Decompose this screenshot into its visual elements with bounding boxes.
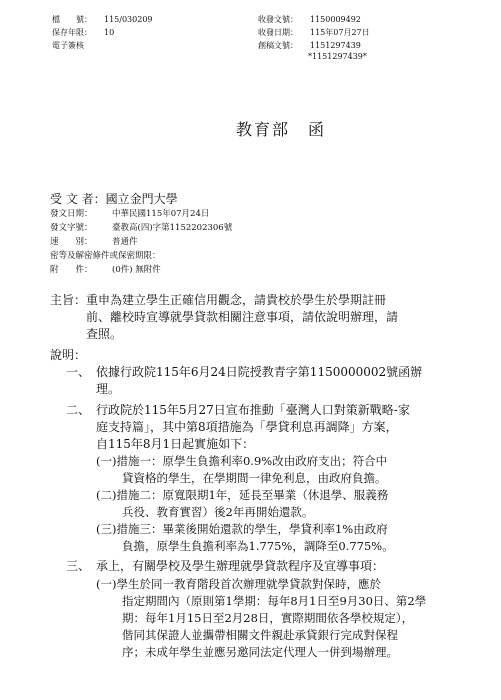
subitem-line: 序；未成年學生並應另邀同法定代理人一併到場辦理。: [122, 645, 398, 659]
send-date-row: [50, 207, 232, 221]
item-1-marker: 一、: [66, 365, 91, 379]
send-doc-no-row: [50, 221, 232, 235]
secret-row: [50, 249, 232, 263]
speed-label: 速 別：: [50, 237, 93, 247]
item-line: 庭支持篇」，其中第8項措施為「學貸利息再調降」方案，: [96, 420, 398, 434]
create-no-value: 1151297439: [310, 41, 361, 50]
retention-label: 保存年限：: [52, 28, 92, 37]
barcode-text: *1151297439*: [308, 52, 367, 61]
recv-doc-no-value: 1150009492: [310, 15, 361, 24]
file-number-row: [52, 14, 153, 25]
file-number-label: 檔 號：: [52, 15, 92, 24]
e-exchange-label: 電子簽核: [52, 41, 84, 50]
send-date-label: 發文日期：: [50, 209, 93, 219]
subitem-line: (三)措施三：畢業後開始還款的學生，學貸利率1%由政府: [96, 522, 388, 536]
subitem-line: 指定期間內（原則第1學期：每年8月1日至9月30日、第2學: [122, 594, 427, 608]
create-no-label: 創稿文號：: [258, 41, 298, 50]
send-info: [50, 207, 232, 277]
attachment-label: 附 件：: [50, 265, 93, 275]
subitem-line: 負擔，原學生負擔利率為1.775%，調降至0.775%。: [122, 539, 394, 553]
item-3-text: [96, 558, 384, 575]
subitem-line: (二)措施二：原寬限期1年，延長至畢業（休退學、服義務: [96, 488, 389, 502]
secret-label: 密等及解密條件或保密期限：: [50, 251, 161, 261]
recv-date-value: 115年07月27日: [310, 28, 370, 37]
subject-text: [86, 292, 398, 343]
send-doc-no-label: 發文字號：: [50, 223, 93, 233]
recv-doc-no-row: [258, 14, 361, 25]
recipient-row: [50, 190, 178, 207]
subject-line: 重申為建立學生正確信用觀念，請貴校於學生於學期註冊: [86, 293, 387, 307]
speed-row: [50, 235, 232, 249]
agency-title: 教育部 函: [236, 120, 327, 139]
subitem-line: 貸資格的學生，在學期間一律免利息，由政府負擔。: [122, 471, 387, 485]
item-3-subitems: [96, 576, 426, 661]
subitem-line: 偕同其保證人並攜帶相關文件親赴承貸銀行完成對保程: [122, 628, 398, 642]
recv-doc-no-label: 收發文號：: [258, 15, 298, 24]
recv-date-label: 收發日期：: [258, 28, 298, 37]
subject-label: 主旨：: [50, 293, 87, 307]
recipient-label: 受 文 者：: [50, 192, 106, 206]
retention-row: [52, 27, 114, 38]
item-1-text: [96, 364, 422, 398]
subitem-line: (一)措施一：原學生負擔利率0.9%改由政府支出；符合中: [96, 454, 388, 468]
retention-value: 10: [104, 28, 115, 37]
attachment-value: (0件) 無附件: [112, 265, 161, 275]
subject-line: 查照。: [86, 327, 123, 341]
subitem-line: 期：每年1月15日至2月28日，實際期間依各學校規定），: [122, 611, 414, 625]
send-doc-no-value: 臺教高(四)字第1152202306號: [112, 223, 233, 233]
create-no-row: [258, 40, 361, 51]
explanation-label: 說明：: [50, 348, 87, 362]
item-line: 理。: [96, 382, 121, 396]
speed-value: 普通件: [112, 237, 138, 247]
recv-date-row: [258, 27, 370, 38]
item-line: 自115年8月1日起實施如下：: [96, 437, 255, 451]
subject-line: 前、離校時宣導就學貸款相關注意事項，請依說明辦理，請: [86, 310, 399, 324]
item-line: 行政院於115年5月27日宣布推動「臺灣人口對策新戰略-家: [96, 403, 410, 417]
recipient-name: 國立金門大學: [105, 192, 178, 206]
file-number-value: 115/030209: [104, 15, 153, 24]
item-line: 承上，有關學校及學生辦理就學貸款程序及宣導事項：: [96, 559, 385, 573]
attachment-row: [50, 263, 232, 277]
item-2-text: [96, 402, 410, 453]
item-line: 依據行政院115年6月24日院授教青字第1150000002號函辦: [96, 365, 423, 379]
item-3-marker: 三、: [66, 559, 91, 573]
send-date-value: 中華民國115年07月24日: [112, 209, 210, 219]
item-2-subitems: [96, 453, 394, 555]
subitem-line: 兵役、教育實習）後2年再開始還款。: [122, 505, 314, 519]
item-2-marker: 二、: [66, 403, 91, 417]
subitem-line: (一)學生於同一教育階段首次辦理就學貸款對保時，應於: [96, 577, 381, 591]
